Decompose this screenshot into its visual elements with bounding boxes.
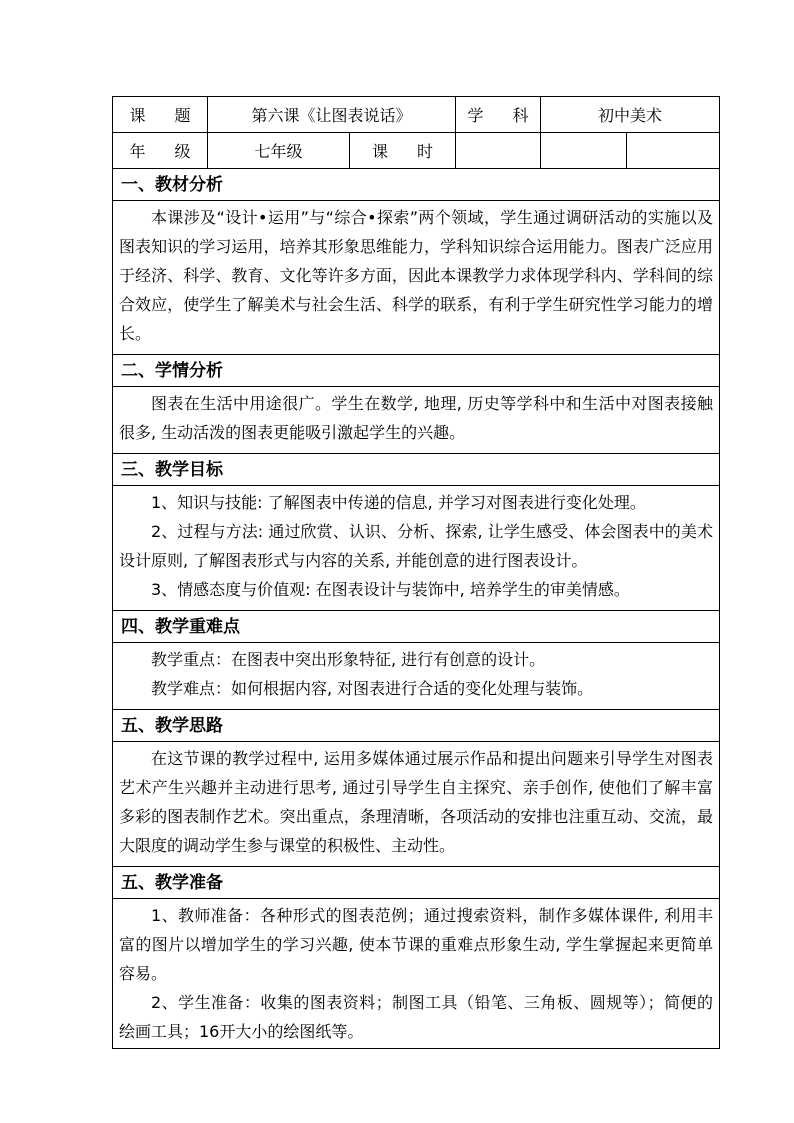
section-body	[113, 201, 719, 354]
section-title: 三、教学目标	[113, 454, 719, 486]
section-body	[113, 387, 719, 453]
section-body	[113, 899, 719, 1048]
section-paragraph: 本课涉及“设计•运用”与“综合•探索”两个领域，学生通过调研活动的实施以及图表知识的学习运用，培养其形象思维能力，学科知识综合运用能力。图表广泛应用于经济、科学、教育、文化等许多方面，因此本课教学力求体现学科内、学科间的综合效应，使学生了解美术与社会生活、科学的联系，有利于学生研究性学习能力的增长。	[119, 208, 713, 343]
section-title: 五、教学准备	[113, 867, 719, 899]
hours-label: 课 时	[350, 133, 456, 168]
section-paragraph: 2、过程与方法: 通过欣赏、认识、分析、探索, 让学生感受、体会图表中的美术设计原则, 了解图表形式与内容的关系, 并能创意的进行图表设计。	[119, 522, 713, 570]
subject-value: 初中美术	[597, 106, 662, 125]
section-teaching-goals	[113, 454, 719, 611]
grade-value: 七年级	[208, 133, 350, 168]
section-key-points	[113, 611, 719, 710]
section-textbook-analysis	[113, 169, 719, 355]
section-body	[113, 643, 719, 709]
header-row-topic	[113, 97, 719, 133]
section-teaching-preparation	[113, 867, 719, 1048]
lesson-plan-table	[112, 96, 720, 1049]
topic-label: 课 题	[113, 97, 208, 132]
section-paragraph: 图表在生活中用途很广。学生在数学, 地理, 历史等学科中和生活中对图表接触很多, 生动活泼的图表更能吸引激起学生的兴趣。	[119, 394, 713, 442]
section-title: 五、教学思路	[113, 710, 719, 742]
section-paragraph: 教学难点：如何根据内容, 对图表进行合适的变化处理与装饰。	[151, 679, 594, 698]
topic-value: 第六课《让图表说话》	[208, 97, 456, 132]
section-title: 一、教材分析	[113, 169, 719, 201]
section-paragraph: 教学重点：在图表中突出形象特征, 进行有创意的设计。	[151, 650, 546, 669]
section-paragraph: 在这节课的教学过程中, 运用多媒体通过展示作品和提出问题来引导学生对图表艺术产生兴趣并主动进行思考, 通过引导学生自主探究、亲手创作, 使他们了解丰富多彩的图表制作艺术。突出重点，条理清晰，各项活动的安排也注重互动、交流，最大限度的调动学生参与课堂的积极性、主动性。	[119, 749, 713, 855]
section-paragraph: 3、情感态度与价值观: 在图表设计与装饰中, 培养学生的审美情感。	[151, 580, 630, 599]
hours-value	[456, 133, 541, 168]
empty-cell	[627, 133, 719, 168]
section-paragraph: 1、知识与技能: 了解图表中传递的信息, 并学习对图表进行变化处理。	[151, 493, 646, 512]
section-student-analysis	[113, 355, 719, 454]
section-paragraph: 2、学生准备：收集的图表资料；制图工具（铅笔、三角板、圆规等）；简便的绘画工具；16开大小的绘图纸等。	[119, 993, 713, 1041]
section-title: 四、教学重难点	[113, 611, 719, 643]
section-paragraph: 1、教师准备：各种形式的图表范例；通过搜索资料，制作多媒体课件, 利用丰富的图片以增加学生的学习兴趣, 使本节课的重难点形象生动, 学生掌握起来更简单容易。	[119, 906, 713, 983]
section-teaching-approach	[113, 710, 719, 867]
header-row-grade	[113, 133, 719, 169]
empty-cell	[541, 133, 627, 168]
grade-label: 年 级	[113, 133, 208, 168]
subject-label: 学 科	[456, 97, 541, 132]
section-body	[113, 486, 719, 610]
section-body	[113, 742, 719, 866]
section-title: 二、学情分析	[113, 355, 719, 387]
